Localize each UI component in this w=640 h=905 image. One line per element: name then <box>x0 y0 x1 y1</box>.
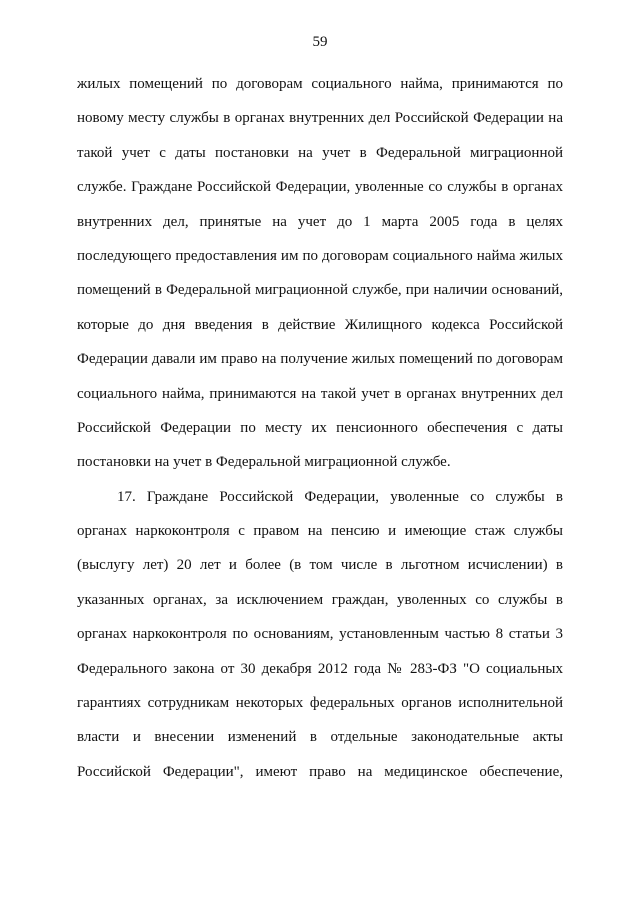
paragraph-17 <box>77 486 563 796</box>
text-line: Российской Федерации по месту их пенсионного обеспечения с даты <box>77 419 563 436</box>
text-line: жилых помещений по договорам социального найма, принимаются по <box>77 76 563 92</box>
page-number: 59 <box>312 34 328 50</box>
text-line: гарантиях сотрудникам некоторых федеральных органов исполнительной <box>77 695 563 712</box>
text-line: Федерального закона от 30 декабря 2012 года № 283-ФЗ "О социальных <box>77 660 563 677</box>
text-line: помещений в Федеральной миграционной службе, при наличии оснований, <box>77 282 563 299</box>
text-line: органах наркоконтроля по основаниям, установленным частью 8 статьи 3 <box>77 626 563 643</box>
text-line: службе. Граждане Российской Федерации, уволенные со службы в органах <box>77 179 563 196</box>
text-line: которые до дня введения в действие Жилищного кодекса Российской <box>77 316 563 333</box>
text-line: (выслугу лет) 20 лет и более (в том числе в льготном исчислении) в <box>77 557 563 574</box>
document-body <box>77 73 563 795</box>
text-line: органах наркоконтроля с правом на пенсию и имеющие стаж службы <box>77 523 563 540</box>
text-line: Федерации давали им право на получение жилых помещений по договорам <box>77 351 563 368</box>
text-line: 17. Граждане Российской Федерации, уволенные со службы в <box>117 488 563 505</box>
text-line: Российской Федерации", имеют право на медицинское обеспечение, <box>77 763 563 780</box>
text-line: власти и внесении изменений в отдельные законодательные акты <box>77 729 563 746</box>
text-line: последующего предоставления им по договорам социального найма жилых <box>77 247 563 264</box>
text-line: внутренних дел, принятые на учет до 1 марта 2005 года в целях <box>77 213 563 230</box>
paragraph-continuation <box>77 73 563 486</box>
text-line: постановки на учет в Федеральной миграционной службе. <box>77 454 451 471</box>
text-line: указанных органах, за исключением граждан, уволенных со службы в <box>77 591 563 608</box>
text-line: социального найма, принимаются на такой учет в органах внутренних дел <box>77 385 563 402</box>
text-line: такой учет с даты постановки на учет в Федеральной миграционной <box>77 144 563 161</box>
text-line: новому месту службы в органах внутренних дел Российской Федерации на <box>77 110 563 127</box>
